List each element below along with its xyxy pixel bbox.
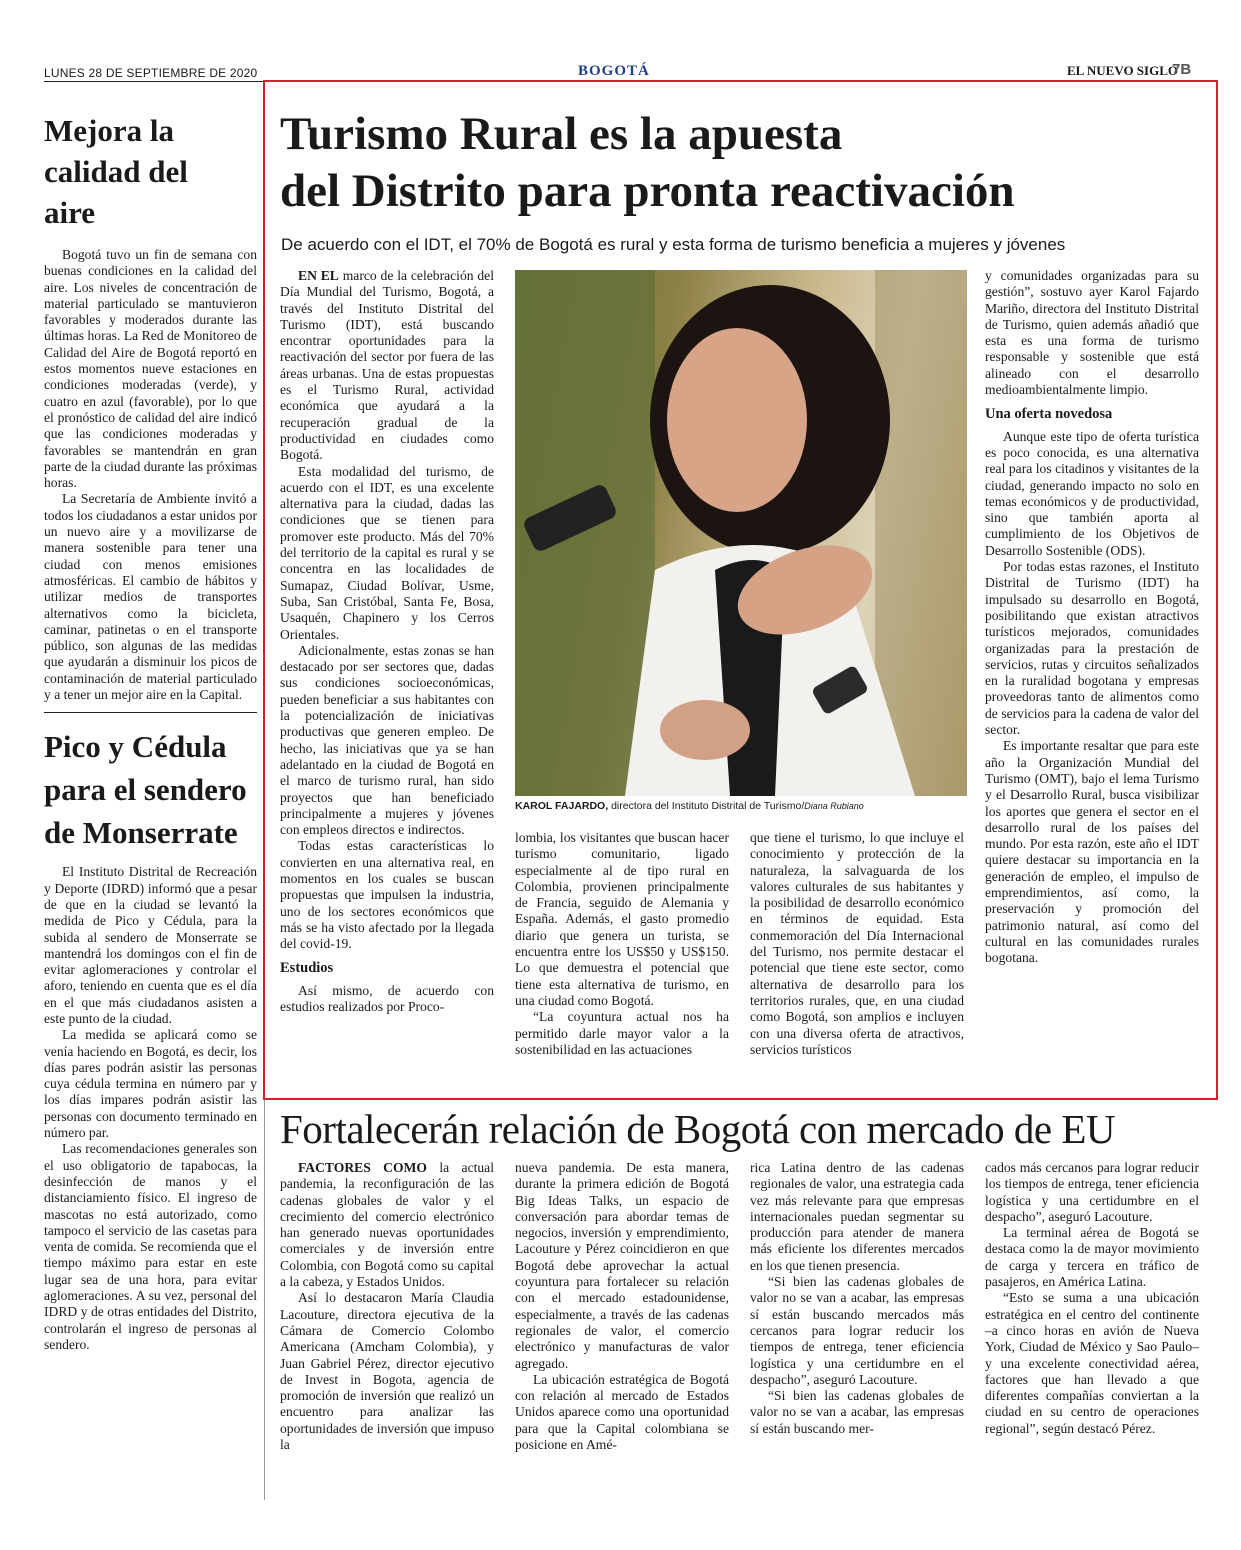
paragraph: Es importante resaltar que para este año la Organización Mundial del Turismo (OMT), bajo el lema Turismo y el Desarrollo Rural, busca visibilizar los aportes que genera el sector en el desarrollo rural de los países del mundo. Por esta razón, este año el IDT quiere destacar su importancia en la generación de empleo, el impulso de emprendimientos, así como, la preservación y promoción del patrimonio natural, así como del cultural en las comunidades rurales bogotana.	[985, 738, 1199, 966]
paragraph: “La coyuntura actual nos ha permitido darle mayor valor a la sostenibilidad en las actuaciones	[515, 1009, 729, 1057]
subhead: Una oferta novedosa	[985, 406, 1113, 423]
bottom-column-4	[985, 1160, 1199, 1437]
paragraph: lombia, los visitantes que buscan hacer turismo comunitario, ligado especialmente al de tipo rural en Colombia, provienen principalmente de Francia, seguido de Alemania y España. Además, el gasto promedio diario que genera un turista, se encuentra entre los US$50 y US$150. Lo que demuestra el potencial que tiene esta alternativa de turismo, en una ciudad como Bogotá.	[515, 830, 729, 1008]
newspaper-name: EL NUEVO SIGLO	[1067, 63, 1178, 78]
paragraph: Así mismo, de acuerdo con estudios realizados por Proco-	[280, 982, 494, 1015]
article-photo	[515, 270, 967, 796]
paragraph: “Esto se suma a una ubicación estratégica en el centro del continente –a cinco horas en avión de Nueva York, Ciudad de México y Sao Paulo– y una excelente conectividad aérea, factores que han llevado a que diferentes compañías conviertan a la ciudad en su centro de operaciones regional”, según destacó Pérez.	[985, 1290, 1199, 1436]
article-column-1	[280, 268, 494, 1015]
article-deck: De acuerdo con el IDT, el 70% de Bogotá es rural y esta forma de turismo beneficia a mujeres y jóvenes	[281, 235, 1066, 254]
article-headline	[280, 106, 1210, 220]
photo-caption	[515, 800, 967, 812]
paragraph: nueva pandemia. De esta manera, durante la primera edición de Bogotá Big Ideas Talks, un espacio de conversación para abordar temas de negocios, inversión y emprendimiento, Lacouture y Pérez coincidieron en que Bogotá debe aprovechar la actual coyuntura para fortalecer su relación con el mercado estadounidense, especialmente, a través de las cadenas regionales de valor, el comercio electrónico y manufacturas de valor agregado.	[515, 1160, 729, 1371]
photo-credit: Diana Rubiano	[804, 801, 864, 811]
paragraph: Esta modalidad del turismo, de acuerdo con el IDT, es una excelente alternativa para la ciudad, dadas las condiciones que se tienen para promover este producto. Más del 70% del territorio de la capital es rural y se concentra en las localidades de Sumapaz, Ciudad Bolívar, Usme, Suba, San Cristóbal, Santa Fe, Bosa, Usaquén, Chapinero y los Cerros Orientales.	[280, 463, 494, 642]
issue-date: LUNES 28 DE SEPTIEMBRE DE 2020	[44, 66, 258, 80]
article-column-3	[750, 830, 964, 1058]
article-column-2	[515, 830, 729, 1058]
left-column	[44, 110, 257, 1353]
paragraph: rica Latina dentro de las cadenas regionales de valor, una estrategia cada vez más relevante para que empresas internacionales puedan segmentar su producción para atender de manera más eficiente los diferentes mercados en los que tienen presencia.	[750, 1160, 964, 1273]
story-paragraph: La Secretaría de Ambiente invitó a todos los ciudadanos a estar unidos por un nuevo aire y a movilizarse de manera sostenible para tener una ciudad con menos emisiones atmosféricas. El cambio de hábitos y utilizar medios de transportes alternativos como la bicicleta, caminar, patinetas o en el transporte público, son algunas de las medidas que ayudarán a disminuir los picos de contaminación de material particulado y a tener un mejor aire en la Capital.	[44, 491, 257, 703]
story-paragraph: Bogotá tuvo un fin de semana con buenas condiciones en la calidad del aire. Los niveles de concentración de material particulado se mantuvieron favorables y moderados durante las últimas horas. La Red de Monitoreo de Calidad del Aire de Bogotá reportó en estos momentos nueve estaciones en condiciones moderadas (verde), y cuatro en azul (favorable), por lo que el pronóstico de calidad del aire indicó que las condiciones moderadas y favorables se mantendrán en gran parte de la ciudad durante las próximas horas.	[44, 247, 257, 491]
paragraph: “Si bien las cadenas globales de valor no se van a acabar, las empresas sí están buscando mer-	[750, 1388, 964, 1436]
bottom-column-1	[280, 1160, 494, 1453]
story-title: Pico y Cédula para el sendero de Monserrate	[44, 729, 247, 851]
lead-in: EN EL	[298, 268, 339, 283]
story-paragraph: Las recomendaciones generales son el uso obligatorio de tapabocas, la desinfección de manos y el distanciamiento físico. El ingreso de mascotas no está autorizado, como tampoco el servicio de las casetas para venta de comida. Se recomienda que el tiempo máximo para estar en este lugar sea de una hora, para evitar aglomeraciones. A su vez, personal del IDRD y de otras entidades del Distrito, controlarán el ingreso de personas al sendero.	[44, 1141, 257, 1352]
paragraph: Por todas estas razones, el Instituto Distrital de Turismo (IDT) ha impulsado su desarrollo en Bogotá, posibilitando que existan atractivos turísticos mejorados, comunidades organizadas para la prestación de servicios, rutas y circuitos señalizados en la ruralidad bogotana y empresas proveedoras tanto de alimentos como de servicios para la cadena de valor del sector.	[985, 559, 1199, 738]
paragraph: La terminal aérea de Bogotá se destaca como la de mayor movimiento de carga y tercera en tráfico de pasajeros, en América Latina.	[985, 1225, 1199, 1290]
paragraph: Todas estas características lo convierten en una alternativa real, en momentos en los cuales se buscan propuestas que impulsen la industria, uno de los sectores económicos que más se ha visto afectado por la llegada del covid-19.	[280, 838, 494, 952]
paragraph: y comunidades organizadas para su gestión”, sostuvo ayer Karol Fajardo Mariño, directora del Instituto Distrital de Turismo, quien además añadió que esta es una forma de turismo responsable y sostenible que está alineado con el desarrollo medioambientalmente limpio.	[985, 268, 1199, 398]
woman-portrait-illustration	[515, 270, 967, 796]
bottom-article-headline: Fortalecerán relación de Bogotá con mercado de EU	[280, 1106, 1115, 1152]
paragraph: que tiene el turismo, lo que incluye el conocimiento y protección de la naturaleza, la salvaguarda de los valores culturales de sus habitantes y la posibilidad de desarrollo económico en términos de equidad. Esta conmemoración del Día Internacional del Turismo, nos permite destacar el potencial que tiene este sector, como alternativa de desarrollo para los territorios rurales, que, en una ciudad como Bogotá, son amplios e incluyen con una diversa oferta de atractivos, servicios turísticos	[750, 830, 964, 1057]
paragraph: “Si bien las cadenas globales de valor no se van a acabar, las empresas sí están buscando mercados más cercanos para lograr reducir los tiempos de entrega, tener eficiencia logística y una certidumbre en el despacho”, aseguró Lacouture.	[750, 1274, 964, 1387]
paragraph-text: la actual pandemia, la reconfiguración de las cadenas globales de valor y el crecimiento del comercio electrónico han generado nuevas oportunidades comerciales y de inversión entre Colombia, con Bogotá como su capital a la cabeza, y Estados Unidos.	[280, 1160, 494, 1290]
paragraph-text: marco de la celebración del Día Mundial del Turismo, Bogotá, a través del Instituto Distrital del Turismo (IDT), está buscando encontrar oportunidades para la reactivación del sector por fuera de las áreas urbanas. Una de estas propuestas es el Turismo Rural, actividad económica que ayudará a la recuperación gradual de la productividad en ciudades como Bogotá.	[280, 268, 494, 463]
lead-in: FACTORES COMO	[298, 1160, 427, 1175]
page-number: 7B	[1172, 61, 1192, 78]
article-column-4	[985, 268, 1199, 966]
bottom-column-3	[750, 1160, 964, 1437]
caption-text: directora del Instituto Distrital de Turismo/	[608, 800, 805, 812]
story-title: Mejora la calidad del aire	[44, 113, 188, 230]
paragraph: Adicionalmente, estas zonas se han destacado por ser sectores que, dadas sus condiciones socioeconómicas, pueden beneficiar a sus habitantes con la potencialización de iniciativas productivas que generen empleo. De hecho, las iniciativas que ya se han adelantado en la ciudad de Bogotá en el marco de turismo rural, han sido proyectos que han beneficiado principalmente a mujeres y jóvenes con empleos directos e indirectos.	[280, 642, 494, 838]
paragraph: Así lo destacaron María Claudia Lacouture, directora ejecutiva de la Cámara de Comercio Colombo Americana (Amcham Colombia), y Juan Gabriel Pérez, director ejecutivo de Invest in Bogota, agencia de promoción de inversión que realizó un encuentro para analizar las oportunidades de inversión que impuso la	[280, 1290, 494, 1453]
section-label: BOGOTÁ	[578, 63, 650, 79]
bottom-column-2	[515, 1160, 729, 1453]
subhead: Estudios	[280, 960, 334, 977]
story-paragraph: La medida se aplicará como se venía haciendo en Bogotá, es decir, los días pares podrán asistir las personas cuya cédula termina en número par y los días impares podrán asistir las personas con documento terminado en número par.	[44, 1027, 257, 1141]
paragraph: cados más cercanos para lograr reducir los tiempos de entrega, tener eficiencia logística y una certidumbre en el despacho”, aseguró Lacouture.	[985, 1160, 1199, 1224]
story-paragraph: El Instituto Distrital de Recreación y Deporte (IDRD) informó que a pesar de que en la ciudad se levantó la medida de Pico y Cédula, para la subida al sendero de Monserrate se mantendrá los domingos con el fin de evitar aglomeraciones y controlar el aforo, teniendo en cuenta que es el día en el que más ciudadanos asisten a este punto de la ciudad.	[44, 864, 257, 1026]
divider	[44, 712, 257, 713]
paragraph: Aunque este tipo de oferta turística es poco conocida, es una alternativa real para los citadinos y visitantes de la ciudad, generando impacto no solo en temas económicos y de productividad, sino que también aporta al cumplimiento de los Objetivos de Desarrollo Sostenible (ODS).	[985, 428, 1199, 558]
caption-name: KAROL FAJARDO,	[515, 800, 609, 812]
paragraph: La ubicación estratégica de Bogotá con relación al mercado de Estados Unidos aparece como una oportunidad para que la Capital colombiana se posicione en Amé-	[515, 1371, 729, 1453]
headline-line: del Distrito para pronta reactivación	[280, 165, 1015, 217]
headline-line: Turismo Rural es la apuesta	[280, 108, 843, 160]
